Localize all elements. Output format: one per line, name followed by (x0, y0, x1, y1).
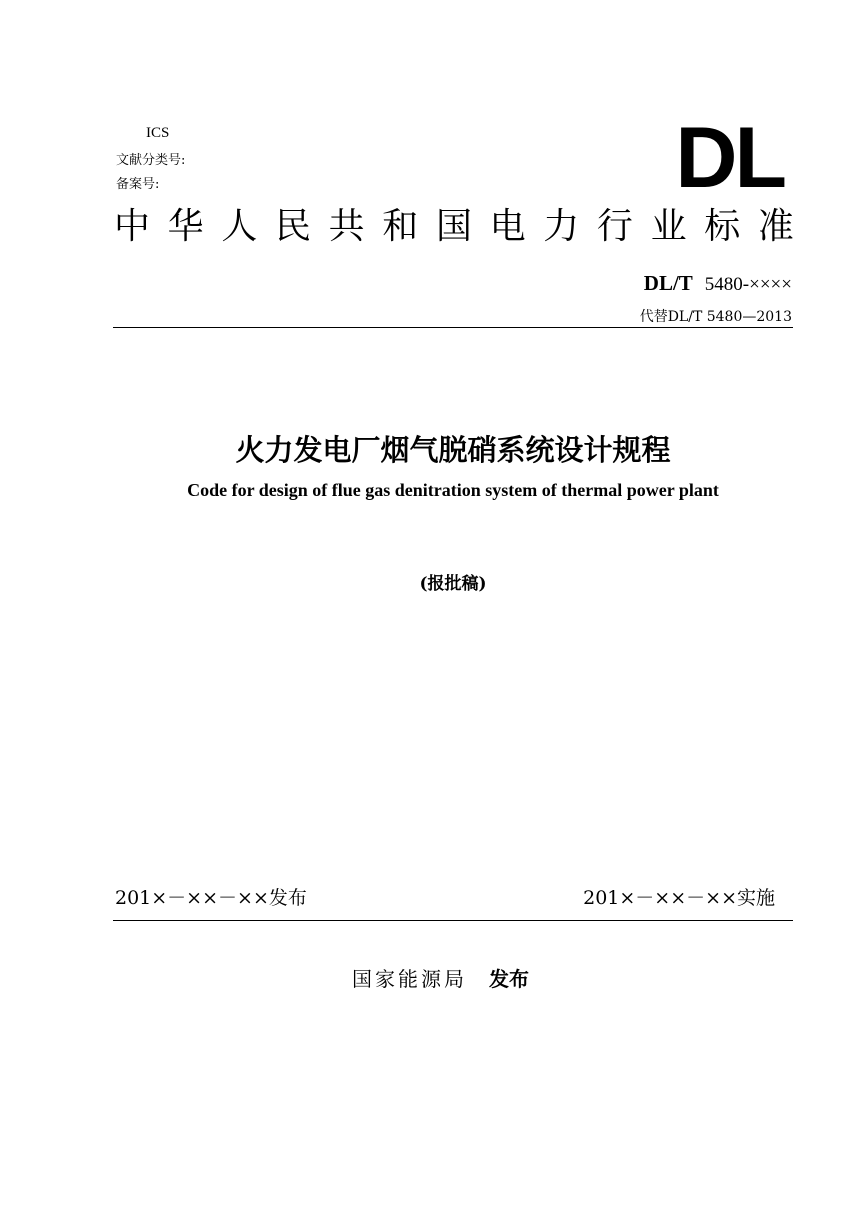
issuer-organization: 国家能源局 (352, 967, 467, 991)
replaces-note: 代替DL/T 5480—2013 (639, 309, 792, 325)
document-english-title: Code for design of flue gas denitration system of thermal power plant (187, 480, 719, 500)
implement-date: 201×－××－××实施 (583, 887, 775, 909)
standard-category-char: 准 (757, 206, 794, 247)
standard-category-char: 标 (704, 206, 741, 247)
standard-category-char: 电 (489, 206, 526, 247)
standard-serial: 5480-×××× (704, 274, 792, 295)
issuer-action: 发布 (489, 967, 529, 991)
standard-category-char: 国 (435, 206, 472, 247)
standard-category-char: 华 (167, 206, 204, 247)
classification-label: 文献分类号: (116, 153, 186, 168)
standard-number (644, 271, 792, 296)
standard-category-title (114, 205, 794, 249)
standard-category-char: 人 (221, 206, 258, 247)
filing-label: 备案号: (116, 177, 160, 192)
standard-category-char: 力 (543, 206, 580, 247)
issuer-line (352, 963, 529, 992)
standard-code: DL/T (643, 271, 693, 295)
dl-logo: DL (675, 110, 784, 206)
top-divider (113, 327, 793, 328)
standard-category-char: 中 (114, 206, 151, 247)
standard-category-char: 共 (328, 206, 365, 247)
publish-date: 201×－××－××发布 (115, 887, 307, 909)
standard-category-char: 民 (274, 206, 311, 247)
standard-category-char: 业 (650, 206, 687, 247)
standard-category-char: 行 (596, 206, 633, 247)
document-title: 火力发电厂烟气脱硝系统设计规程 (235, 433, 671, 467)
draft-status: (报批稿) (419, 574, 487, 594)
standard-category-char: 和 (382, 206, 419, 247)
bottom-divider (113, 920, 793, 921)
ics-label: ICS (146, 125, 170, 141)
